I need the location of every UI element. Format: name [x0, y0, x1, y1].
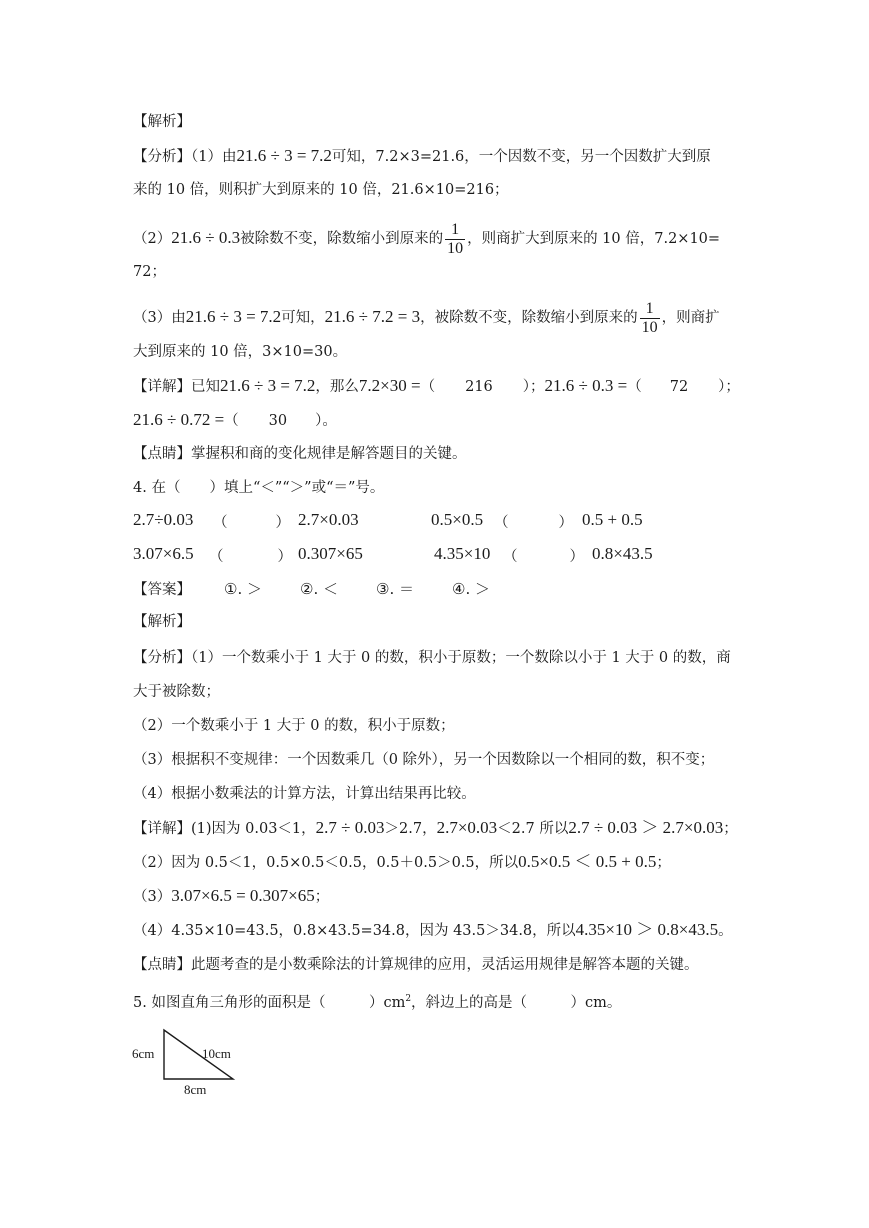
analysis-line-5: （3）由21.6 ÷ 3 = 7.2可知，21.6 ÷ 7.2 = 3，被除数不变，除数缩小到原来的 $\frac{1}{10}$ ，则商扩 [133, 299, 720, 336]
section-heading-analysis-2: 【解析】 [133, 614, 191, 630]
q4-blank-1[interactable]: （ ） [213, 515, 290, 531]
fraction: $\frac{1}{10}$ [447, 220, 464, 257]
analysis-tag: 【分析】 [133, 149, 191, 165]
q4-expr-2b: 0.307×65 [298, 544, 363, 563]
side-label-left: 6cm [132, 1046, 155, 1061]
detail2-line-2: （2）因为 0.5＜1，0.5×0.5＜0.5，0.5＋0.5＞0.5，所以0.5×0.5 ＜ 0.5 + 0.5； [133, 852, 671, 871]
equation: 7.2×30 = [358, 376, 421, 395]
analysis-line-4: 72； [133, 264, 166, 280]
key-point-2: 【点睛】此题考查的是小数乘除法的计算规律的应用，灵活运用规律是解答本题的关键。 [133, 957, 699, 973]
equation: 21.6 ÷ 3 = 7.2 [185, 307, 282, 326]
analysis-tag: 【分析】 [133, 650, 191, 666]
question-4-title: 4. 在（ ）填上“＜”“＞”或“＝”号。 [133, 480, 385, 496]
answer-1: ①. ＞ [224, 580, 262, 598]
q4-expr-1a: 2.7÷0.03 [133, 510, 194, 529]
detail2-line-1: 【详解】(1)因为 0.03＜1，2.7 ÷ 0.03＞2.7，2.7×0.03＜2.7 所以2.7 ÷ 0.03 ＞ 2.7×0.03； [133, 818, 738, 837]
equation: 21.6 ÷ 3 = 7.2 [220, 376, 316, 395]
q4-expr-1d: 0.5 + 0.5 [582, 510, 643, 529]
right-triangle-figure [130, 1022, 250, 1102]
q4-expr-2a: 3.07×6.5 [133, 544, 194, 563]
analysis2-line-1: 【分析】（1）一个数乘小于 1 大于 0 的数，积小于原数；一个数除以小于 1 大于 0 的数，商 [133, 650, 731, 666]
analysis-line-6: 大到原来的 10 倍，3×10=30。 [133, 344, 348, 360]
fraction: $\frac{1}{10}$ [641, 299, 658, 336]
detail-tag: 【详解】 [133, 379, 191, 395]
q4-expr-2d: 0.8×43.5 [592, 544, 653, 563]
key-point-1: 【点睛】掌握积和商的变化规律是解答题目的关键。 [133, 446, 467, 462]
detail2-line-4: （4）4.35×10=43.5，0.8×43.5=34.8，因为 43.5＞34.8，所以4.35×10 ＞ 0.8×43.5。 [133, 920, 733, 939]
side-label-hypotenuse: 10cm [202, 1046, 231, 1061]
analysis-line-3: （2）21.6 ÷ 0.3被除数不变，除数缩小到原来的 $\frac{1}{10}$ ，则商扩大到原来的 10 倍，7.2×10= [133, 220, 721, 257]
analysis-line-2: 来的 10 倍，则积扩大到原来的 10 倍，21.6×10=216； [133, 182, 509, 198]
equation: 21.6 ÷ 0.72 = [133, 410, 225, 429]
section-heading-analysis: 【解析】 [133, 114, 191, 130]
q4-expr-1c: 0.5×0.5 [431, 510, 484, 529]
answer-value: 72 [669, 379, 689, 395]
analysis-line-1: 【分析】（1）由21.6 ÷ 3 = 7.2可知，7.2×3=21.6，一个因数不变，另一个因数扩大到原 [133, 146, 711, 165]
answer-value: 216 [465, 379, 493, 395]
question-5-title: 5. 如图直角三角形的面积是（ ）$cm^2$，斜边上的高是（ ）cm。 [133, 994, 622, 1011]
answer-4: ④. ＞ [452, 580, 490, 598]
analysis2-line-3: （2）一个数乘小于 1 大于 0 的数，积小于原数； [133, 718, 455, 734]
q4-blank-3[interactable]: （ ） [209, 549, 292, 565]
q4-expr-2c: 4.35×10 [434, 544, 491, 563]
detail2-line-3: （3）3.07×6.5 = 0.307×65； [133, 886, 330, 905]
answer-3: ③. ＝ [376, 580, 414, 598]
q4-expr-1b: 2.7×0.03 [298, 510, 359, 529]
answer-value: 30 [268, 413, 288, 429]
detail-line-1: 【详解】已知21.6 ÷ 3 = 7.2，那么7.2×30 =（ 216 ）；21.6 ÷ 0.3 =（ 72 ）； [133, 376, 740, 395]
equation: 21.6 ÷ 0.3 [171, 228, 241, 247]
analysis2-line-4: （3）根据积不变规律：一个因数乘几（0 除外），另一个因数除以一个相同的数，积不变； [133, 752, 715, 768]
detail-tag: 【详解】 [133, 821, 191, 837]
side-label-bottom: 8cm [184, 1082, 207, 1097]
answer-2: ②. ＜ [300, 580, 338, 598]
equation: 21.6 ÷ 0.3 = [544, 376, 628, 395]
detail-line-2: 21.6 ÷ 0.72 =（ 30 ）。 [133, 410, 337, 429]
q4-blank-4[interactable]: （ ） [503, 549, 584, 565]
equation: 21.6 ÷ 3 = 7.2 [236, 146, 332, 165]
analysis2-line-2: 大于被除数； [133, 684, 220, 700]
answer-tag: 【答案】 [133, 582, 191, 598]
q4-blank-2[interactable]: （ ） [494, 515, 573, 531]
analysis2-line-5: （4）根据小数乘法的计算方法，计算出结果再比较。 [133, 786, 476, 802]
equation: 21.6 ÷ 7.2 = 3 [324, 307, 421, 326]
